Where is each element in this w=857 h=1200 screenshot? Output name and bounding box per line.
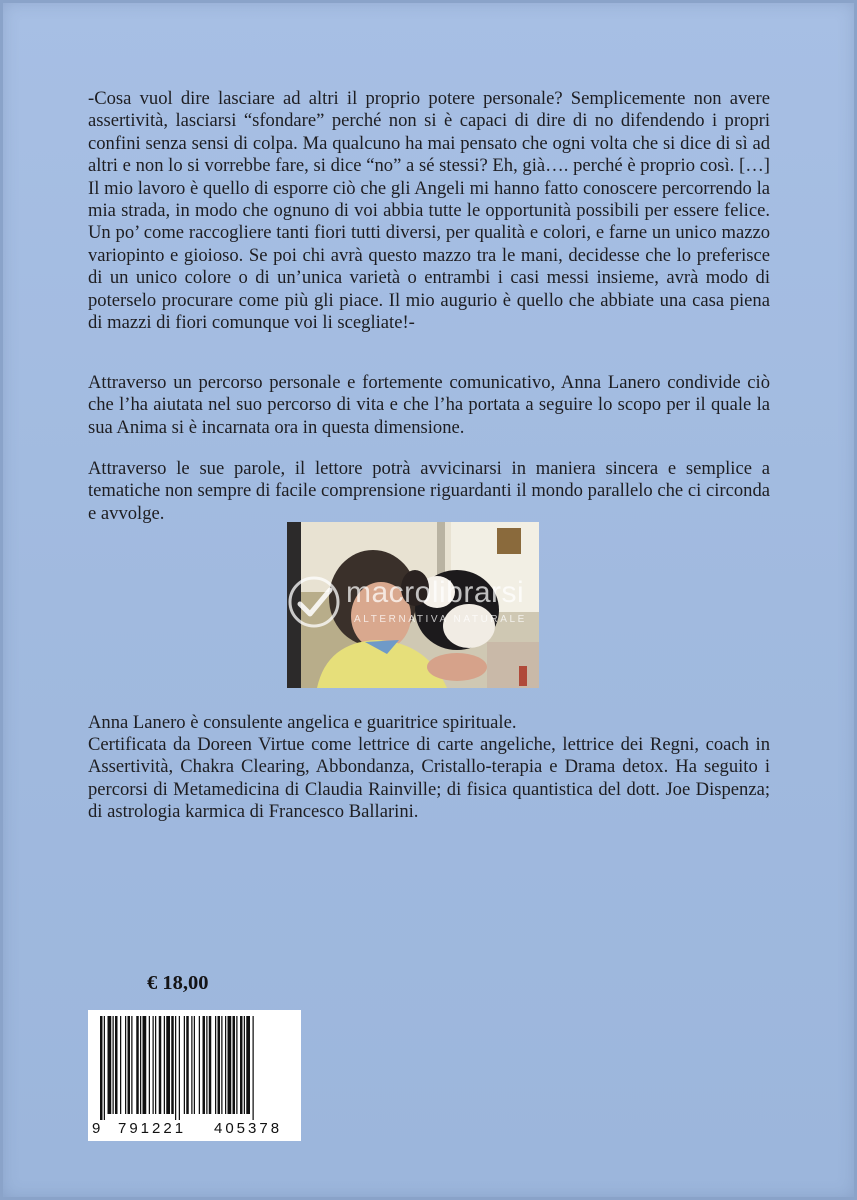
watermark-logo-icon [286, 574, 342, 630]
barcode-bar [131, 1016, 132, 1114]
barcode-bar [199, 1016, 200, 1114]
barcode-bar [115, 1016, 118, 1114]
barcode-bar [244, 1016, 245, 1114]
barcode-bar [155, 1016, 156, 1114]
barcode-bar [240, 1016, 243, 1114]
barcode-bar [166, 1016, 170, 1114]
barcode-left-group: 791221 [118, 1120, 187, 1137]
barcode-bar [209, 1016, 212, 1114]
barcode-bar [253, 1016, 254, 1120]
barcode-bar [179, 1016, 180, 1120]
barcode-bar [120, 1016, 121, 1114]
barcode-bars [88, 1010, 301, 1120]
barcode-bar [215, 1016, 216, 1114]
barcode-bar [228, 1016, 232, 1114]
barcode-bar [175, 1016, 176, 1120]
description-text-1: Attraverso un percorso personale e fortemente comunicativo, Anna Lanero condivide ciò che l’ha aiutata nel suo percorso di vita e che l’ha portata a seguire lo scopo per il quale la sua Anima si è incarnata ora in questa dimensione. [88, 372, 770, 438]
barcode-bar [246, 1016, 250, 1114]
barcode-bar [143, 1016, 147, 1114]
barcode-digits [88, 1120, 301, 1138]
author-bio-heading [88, 712, 770, 734]
author-bio-intro: Anna Lanero è consulente angelica e guaritrice spirituale. [88, 712, 517, 733]
barcode-bar [136, 1016, 139, 1114]
barcode-bar [149, 1016, 150, 1114]
isbn-barcode [88, 1010, 301, 1141]
barcode-lead-digit: 9 [92, 1120, 101, 1137]
quote-paragraph [88, 88, 770, 334]
author-bio-paragraph [88, 734, 770, 824]
barcode-right-group: 405378 [214, 1120, 283, 1137]
barcode-bar [194, 1016, 195, 1114]
barcode-bar [186, 1016, 189, 1114]
barcode-bar [218, 1016, 221, 1114]
barcode-bar [191, 1016, 192, 1114]
barcode-bar [125, 1016, 126, 1114]
barcode-bar [236, 1016, 237, 1114]
description-text-2: Attraverso le sue parole, il lettore potrà avvicinarsi in maniera sincera e semplice a tematiche non sempre di facile comprensione riguardanti il mondo parallelo che ci circonda e avvolge. [88, 458, 770, 524]
barcode-bar [206, 1016, 207, 1114]
price-label: € 18,00 [147, 972, 209, 994]
barcode-bar [164, 1016, 165, 1114]
barcode-bar [108, 1016, 112, 1114]
barcode-bar [203, 1016, 206, 1114]
barcode-bar [104, 1016, 105, 1120]
barcode-bar [100, 1016, 103, 1120]
barcode-bar [153, 1016, 154, 1114]
description-paragraph-1 [88, 372, 770, 439]
barcode-bar [140, 1016, 141, 1114]
author-bio-text: Certificata da Doreen Virtue come lettrice di carte angeliche, lettrice dei Regni, coach in Assertività, Chakra Clearing, Abbondanza, Cristallo-terapia e Drama detox. Ha seguito i percorsi di Metamedicina di Claudia Rainville; di fisica quantistica del dott. Joe Dispenza; di astrologia karmica di Francesco Ballarini. [88, 734, 770, 823]
watermark [286, 574, 586, 634]
barcode-bar [113, 1016, 114, 1114]
barcode-bar [221, 1016, 222, 1114]
watermark-name: macrolibrarsi [346, 576, 525, 609]
barcode-bar [171, 1016, 174, 1114]
watermark-tagline: ALTERNATIVA NATURALE [354, 614, 527, 625]
barcode-bar [128, 1016, 131, 1114]
quote-text: -Cosa vuol dire lasciare ad altri il proprio potere personale? Semplicemente non avere assertività, lasciarsi “sfondare” perché non si è capaci di dire di no difendendo i propri confini senza sensi di colpa. Ma qualcuno ha mai pensato che ogni volta che si dice di sì ad altri e non lo si vorrebbe fare, si dice “no” a sé stessi? Eh, già…. perché è proprio così. […] Il mio lavoro è quello di esporre ciò che gli Angeli mi hanno fatto conoscere percorrendo la mia strada, in modo che ognuno di voi abbia tutte le opportunità possibili per essere felice. Un po’ come raccogliere tanti fiori tutti diversi, per qualità e colori, e farne un unico mazzo variopinto e gioioso. Se poi chi avrà questo mazzo tra le mani, decidesse che lo preferisce di un unico colore o di un’unica varietà o entrambi i casi messi insieme, avrà modo di poterselo procurare come più gli piace. Il mio augurio è quello che abbiate una casa piena di mazzi di fiori comunque voi li scegliate!- [88, 88, 770, 334]
barcode-bar [159, 1016, 162, 1114]
barcode-bar [233, 1016, 236, 1114]
description-paragraph-2 [88, 458, 770, 525]
barcode-bar [184, 1016, 185, 1114]
barcode-bar [225, 1016, 226, 1114]
